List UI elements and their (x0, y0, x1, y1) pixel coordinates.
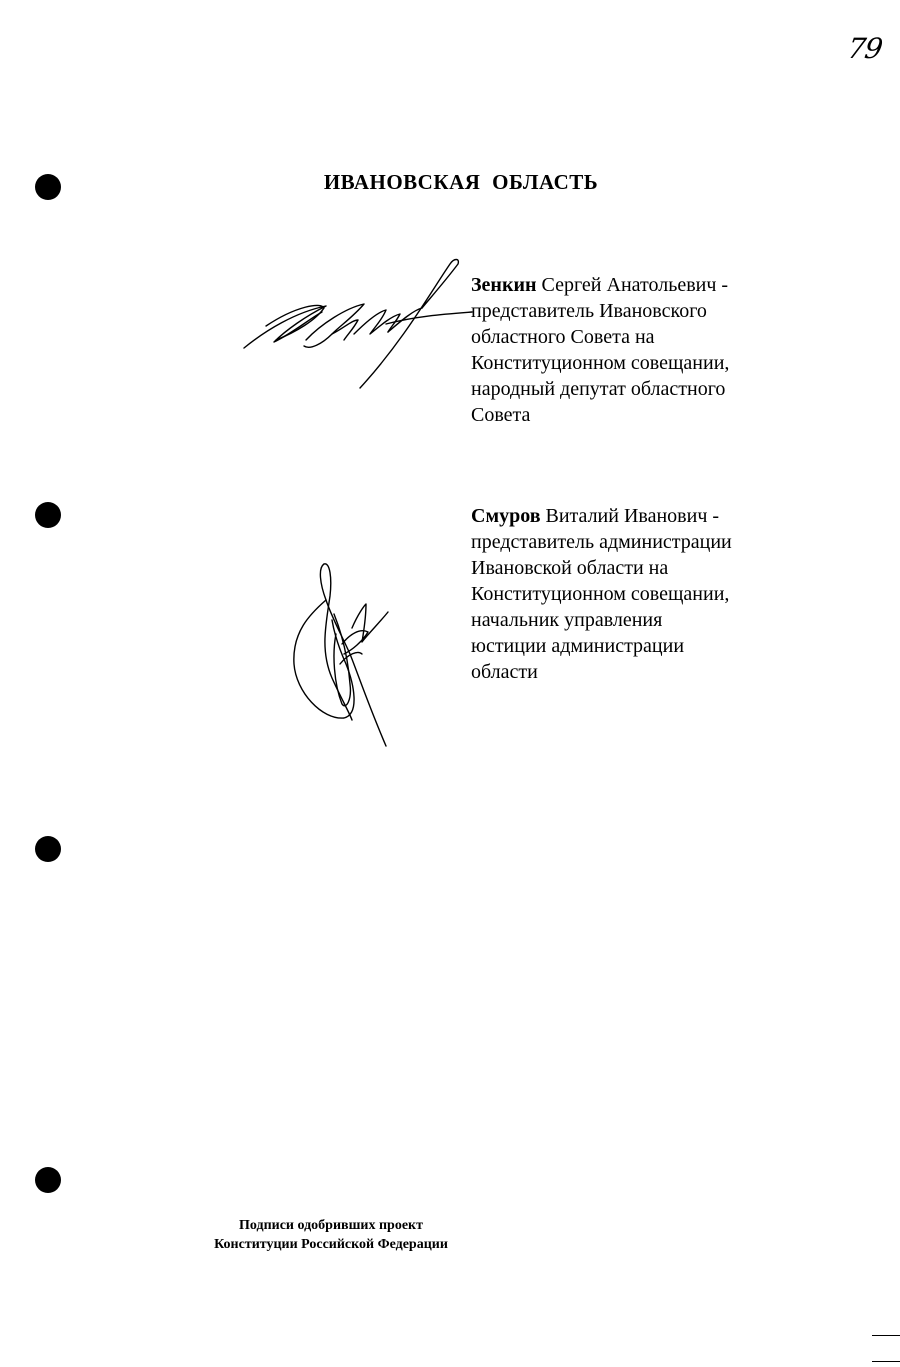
representative-position-line: Ивановской области на (471, 557, 669, 579)
signature-smurov (288, 554, 398, 754)
footer-caption-line: Подписи одобривших проект (239, 1218, 423, 1233)
page-title: ИВАНОВСКАЯ ОБЛАСТЬ (323, 170, 599, 194)
scan-edge-mark (872, 1335, 900, 1336)
representative-position-line: Конституционном совещании, (471, 352, 730, 374)
representative-position-line: представитель Ивановского (471, 300, 707, 322)
page-number: 79 (845, 32, 884, 65)
punch-hole (35, 1167, 61, 1193)
representative-given-names: Виталий Иванович - (540, 505, 720, 527)
representative-name-line (471, 503, 771, 529)
punch-hole (35, 836, 61, 862)
representative-position-line: Конституционном совещании, (471, 583, 730, 605)
signature-zenkin (236, 250, 476, 395)
representative-position-line: Совета (471, 404, 531, 426)
representative-block (471, 503, 771, 685)
representative-position-line: представитель администрации (471, 531, 732, 553)
representative-position-line: народный депутат областного (471, 378, 726, 400)
representative-name-line (471, 272, 771, 298)
punch-hole (35, 502, 61, 528)
scan-edge-mark (872, 1361, 900, 1362)
footer-caption (176, 1216, 486, 1254)
representative-surname: Зенкин (471, 274, 537, 296)
representative-position-line: областного Совета на (471, 326, 655, 348)
representative-block (471, 272, 771, 428)
representative-surname: Смуров (471, 505, 541, 527)
footer-caption-line: Конституции Российской Федерации (214, 1237, 448, 1252)
representative-given-names: Сергей Анатольевич - (536, 274, 729, 296)
representative-position-line: области (471, 661, 538, 683)
representative-position-line: юстиции администрации (471, 635, 685, 657)
representative-position-line: начальник управления (471, 609, 663, 631)
